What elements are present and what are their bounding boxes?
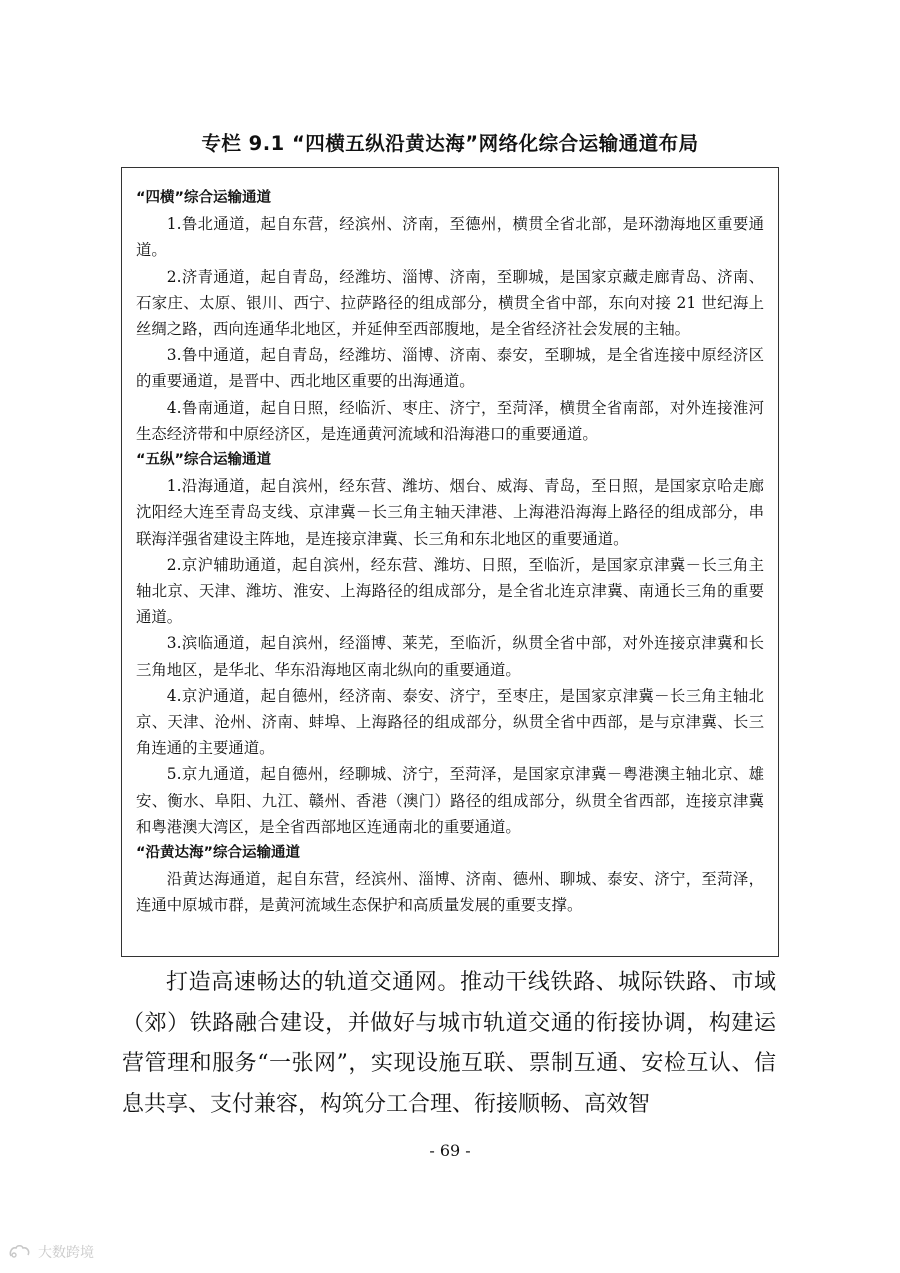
watermark-logo-icon [8, 1244, 34, 1260]
list-item: 沿黄达海通道，起自东营，经滨州、淄博、济南、德州、聊城、泰安、济宁，至菏泽，连通中原城市群，是黄河流域生态保护和高质量发展的重要支撑。 [136, 870, 764, 915]
list-item: 2.京沪辅助通道，起自滨州，经东营、潍坊、日照，至临沂，是国家京津冀－长三角主轴北京、天津、潍坊、淮安、上海路径的组成部分，是全省北连京津冀、南通长三角的重要通道。 [136, 555, 764, 627]
paragraph-text: 打造高速畅达的轨道交通网。推动干线铁路、城际铁路、市域（郊）铁路融合建设，并做好与城市轨道交通的衔接协调，构建运营管理和服务“一张网”，实现设施互联、票制互通、安检互认、信息共享、支付兼容，构筑分工合理、衔接顺畅、高效智 [122, 970, 776, 1117]
section-heading: “沿黄达海”综合运输通道 [136, 845, 301, 862]
list-item: 3.鲁中通道，起自青岛，经潍坊、淄博、济南、泰安，至聊城，是全省连接中原经济区的重要通道，是晋中、西北地区重要的出海通道。 [136, 346, 764, 391]
list-item: 1.鲁北通道，起自东营，经滨州、济南，至德州，横贯全省北部，是环渤海地区重要通道。 [136, 215, 764, 260]
list-item: 2.济青通道，起自青岛，经潍坊、淄博、济南，至聊城，是国家京藏走廊青岛、济南、石家庄、太原、银川、西宁、拉萨路径的组成部分，横贯全省中部，东向对接 21 世纪海上丝绸之路，西向连通华北地区，并延伸至西部腹地，是全省经济社会发展的主轴。 [136, 267, 764, 339]
box-title: 专栏 9.1 “四横五纵沿黄达海”网络化综合运输通道布局 [201, 132, 699, 155]
page-number: - 69 - [429, 1141, 471, 1160]
list-item: 1.沿海通道，起自滨州，经东营、潍坊、烟台、威海、青岛，至日照，是国家京哈走廊沈阳经大连至青岛支线、京津冀－长三角主轴天津港、上海港沿海海上路径的组成部分，串联海洋强省建设主阵地，是连接京津冀、长三角和东北地区的重要通道。 [136, 477, 764, 548]
list-item: 5.京九通道，起自德州，经聊城、济宁，至菏泽，是国家京津冀－粤港澳主轴北京、雄安、衡水、阜阳、九江、赣州、香港（澳门）路径的组成部分，纵贯全省西部，连接京津冀和粤港澳大湾区，是全省西部地区连通南北的重要通道。 [136, 765, 764, 836]
column-box [121, 167, 779, 957]
watermark-text: 大数跨境 [38, 1245, 94, 1261]
watermark [8, 1242, 94, 1262]
section-heading: “五纵”综合运输通道 [136, 452, 272, 469]
list-item: 4.京沪通道，起自德州，经济南、泰安、济宁，至枣庄，是国家京津冀－长三角主轴北京、天津、沧州、济南、蚌埠、上海路径的组成部分，纵贯全省中西部，是与京津冀、长三角连通的主要通道。 [136, 686, 764, 758]
list-item: 4.鲁南通道，起自日照，经临沂、枣庄、济宁，至菏泽，横贯全省南部，对外连接淮河生态经济带和中原经济区，是连通黄河流域和沿海港口的重要通道。 [136, 398, 764, 443]
body-paragraph [122, 963, 776, 1125]
list-item: 3.滨临通道，起自滨州，经淄博、莱芜，至临沂，纵贯全省中部，对外连接京津冀和长三角地区，是华北、华东沿海地区南北纵向的重要通道。 [136, 634, 764, 679]
section-heading: “四横”综合运输通道 [136, 190, 272, 206]
